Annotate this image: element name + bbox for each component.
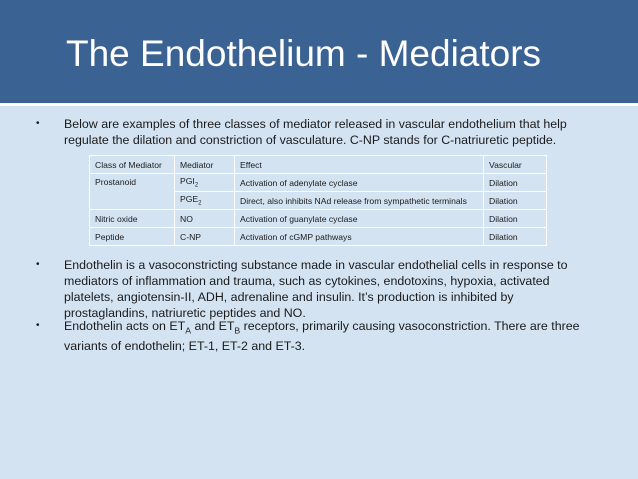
header-class: Class of Mediator [90, 156, 175, 174]
table-row [90, 210, 547, 228]
cell-mediator: C-NP [175, 228, 235, 246]
cell-class: Nitric oxide [90, 210, 175, 228]
cell-class: Prostanoid [90, 174, 175, 210]
header-effect: Effect [235, 156, 484, 174]
bullet-intro [36, 116, 596, 148]
cell-effect: Activation of guanylate cyclase [235, 210, 484, 228]
header-vascular: Vascular [484, 156, 547, 174]
bullet-endothelin [36, 257, 596, 321]
bullet-endothelin-text: Endothelin is a vasoconstricting substance made in vascular endothelial cells in response to mediators of inflammation and trauma, such as cytokines, endotoxins, hypoxia, activated platelets, angiotensin-II, ADH, adrenaline and insulin. It’s production is inhibited by prostaglandins, natriuretic peptides and NO. [64, 258, 568, 320]
cell-effect: Direct, also inhibits NAd release from sympathetic terminals [235, 192, 484, 210]
cell-vascular: Dilation [484, 192, 547, 210]
cell-effect: Activation of adenylate cyclase [235, 174, 484, 192]
bullet-receptors-text: Endothelin acts on $ET_A$ and $ET_B$ receptors, primarily causing vasoconstriction. There are three variants of endothelin; ET-1, ET-2 and ET-3. [64, 319, 580, 354]
bullet-dot: • [36, 320, 40, 331]
bullet-dot: • [36, 118, 40, 129]
cell-effect: Activation of cGMP pathways [235, 228, 484, 246]
table-row [90, 228, 547, 246]
title-divider [0, 103, 638, 106]
header-mediator: Mediator [175, 156, 235, 174]
mediator-table [89, 155, 547, 246]
cell-mediator: $PGE_2$ [175, 192, 235, 210]
bullet-intro-text: Below are examples of three classes of mediator released in vascular endothelium that help regulate the dilation and constriction of vasculature. C-NP stands for C-natriuretic peptide. [64, 117, 567, 147]
title-banner [0, 0, 638, 103]
cell-vascular: Dilation [484, 228, 547, 246]
cell-class: Peptide [90, 228, 175, 246]
cell-vascular: Dilation [484, 174, 547, 192]
table-row [90, 174, 547, 192]
slide-title: The Endothelium - Mediators [66, 33, 542, 74]
cell-mediator: NO [175, 210, 235, 228]
cell-mediator: $PGI_2$ [175, 174, 235, 192]
table-header-row [90, 156, 547, 174]
bullet-dot: • [36, 259, 40, 270]
bullet-receptors [36, 318, 596, 354]
cell-vascular: Dilation [484, 210, 547, 228]
